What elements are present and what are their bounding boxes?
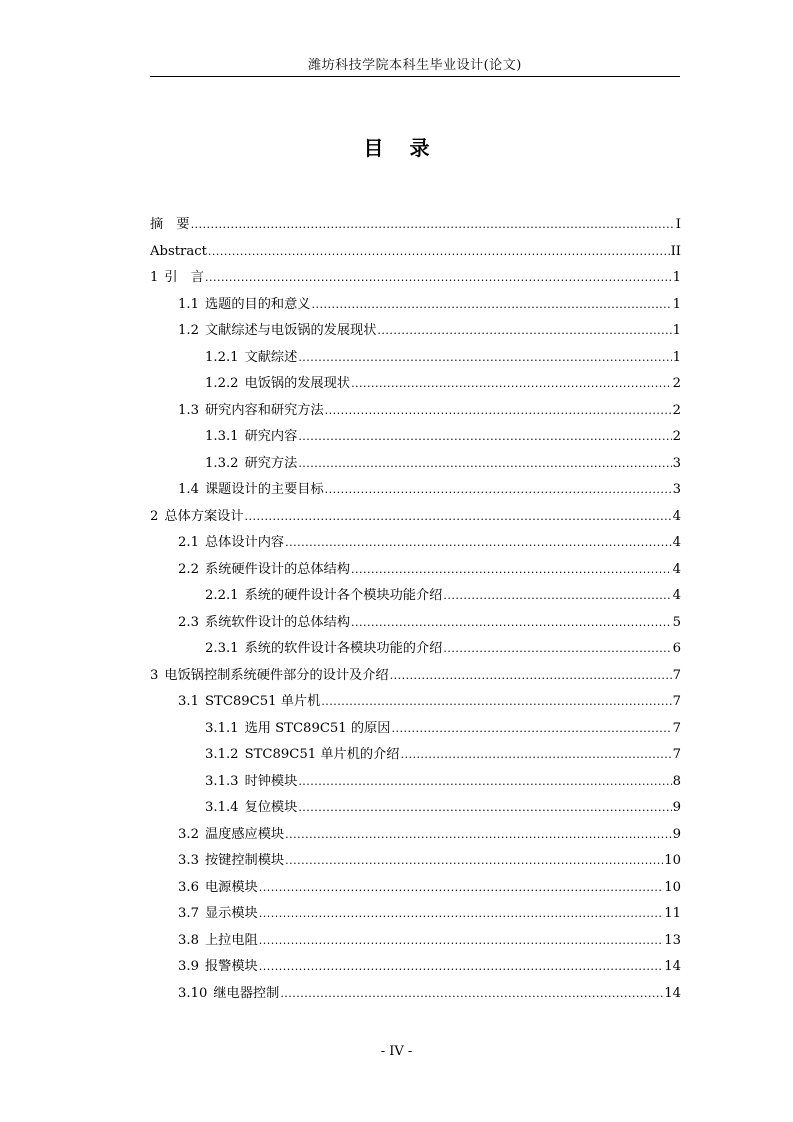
toc-dot-leader [390,663,672,690]
toc-entry-page: 10 [664,879,681,895]
toc-dot-leader [443,636,671,663]
toc-entry-number: 1.3.2 [205,455,239,471]
toc-entry-page: 5 [672,614,681,630]
toc-entry-number: 2.3 [178,614,199,630]
toc-entry-number: 3.8 [178,932,199,948]
toc-entry-page: 4 [672,535,681,550]
toc-dot-leader [205,265,672,292]
toc-entry-page: 4 [672,588,681,603]
toc-entry-page: 2 [672,429,681,444]
toc-entry[interactable] [150,636,681,663]
toc-entry-label: 引 言 [164,270,204,285]
toc-entry-page: 14 [664,985,681,1001]
toc-dot-leader [298,795,671,822]
toc-entry-number: 3.6 [178,879,199,895]
toc-entry-label: 系统软件设计的总体结构 [204,614,351,630]
toc-entry-number: 1 [150,270,159,285]
toc-dot-leader [285,822,672,849]
toc-entry-label: 系统的软件设计各模块功能的介绍 [244,641,443,656]
toc-dot-leader [443,583,671,610]
toc-entry-number: 3.1.2 [205,747,239,762]
toc-entry-page: 2 [672,376,681,391]
running-header: 潍坊科技学院本科生毕业设计(论文) [308,58,522,73]
toc-dot-leader [259,875,663,902]
toc-entry-page: 6 [672,641,681,656]
toc-entry[interactable] [150,398,681,425]
toc-entry[interactable] [150,504,681,531]
toc-entry[interactable] [150,901,681,928]
toc-entry-number: 1.3.1 [205,429,239,444]
toc-dot-leader [298,424,671,451]
toc-entry-page: 1 [672,270,681,285]
toc-entry-page: 8 [672,773,681,789]
toc-dot-leader [280,981,663,1008]
toc-entry-number: 2.2.1 [205,588,239,603]
toc-entry-label: 复位模块 [244,800,298,815]
toc-entry[interactable] [150,981,681,1008]
toc-entry-page: 14 [664,959,681,974]
toc-title-char-1: 目 [363,136,384,160]
toc-entry-page: I [675,217,681,232]
toc-entry-label: 温度感应模块 [204,826,285,842]
toc-entry-label: 总体设计内容 [204,535,285,550]
toc-entry[interactable] [150,716,681,743]
toc-entry-label: 显示模块 [204,906,258,921]
toc-entry-label: 电源模块 [204,879,258,895]
toc-entry-number: 1.3 [178,402,199,418]
toc-entry-label: 电饭锅的发展现状 [244,376,351,391]
toc-entry-label: 上拉电阻 [204,932,258,948]
toc-entry-number: 3.1.4 [205,800,239,815]
toc-entry-number: 3.1.1 [205,720,239,736]
toc-entry-page: 4 [672,508,681,524]
toc-entry[interactable] [150,212,681,239]
toc-dot-leader [191,212,675,239]
toc-dot-leader [351,610,672,637]
toc-entry-number: 1.2.2 [205,376,239,391]
header-rule [150,76,680,77]
toc-entry[interactable] [150,610,681,637]
toc-entry-page: 11 [664,906,681,921]
toc-entry[interactable] [150,875,681,902]
toc-dot-leader [391,716,671,743]
toc-dot-leader [377,318,671,345]
toc-entry[interactable] [150,292,681,319]
toc-entry-number: 2.3.1 [205,641,239,656]
toc-entry[interactable] [150,530,681,557]
toc-entry-label: 系统硬件设计的总体结构 [204,561,351,577]
toc-entry-label: 摘 要 [150,217,190,232]
toc-entry-label: 研究内容和研究方法 [204,402,324,418]
toc-entry-label: 时钟模块 [244,773,298,789]
toc-entry[interactable] [150,265,681,292]
toc-entry[interactable] [150,769,681,796]
toc-dot-leader [298,451,671,478]
toc-entry-label: 文献综述 [244,349,298,365]
toc-entry-page: 1 [672,349,681,365]
toc-entry-page: 10 [664,853,681,868]
toc-entry-number: 3.2 [178,826,199,842]
toc-entry-number: 3.7 [178,906,199,921]
toc-entry-label: 研究内容 [244,429,298,444]
toc-dot-leader [325,477,672,504]
toc-entry[interactable] [150,928,681,955]
toc-entry-label: 文献综述与电饭锅的发展现状 [204,323,377,338]
toc-entry[interactable] [150,451,681,478]
toc-entry-page: 4 [672,561,681,577]
toc-entry[interactable] [150,742,681,769]
table-of-contents [150,212,681,1007]
toc-entry-page: 7 [672,667,681,683]
toc-dot-leader [351,557,672,584]
toc-entry-page: 2 [672,402,681,418]
toc-dot-leader [285,530,672,557]
toc-entry-label: 课题设计的主要目标 [204,482,324,497]
toc-entry-number: 2 [150,508,159,524]
toc-dot-leader [259,954,663,981]
toc-entry-label: 研究方法 [244,455,298,471]
toc-entry-number: 3.1 [178,694,199,709]
toc-dot-leader [325,398,672,425]
toc-entry-number: 1.1 [178,296,199,312]
toc-entry-number: 3.10 [178,985,208,1001]
toc-entry[interactable] [150,822,681,849]
toc-entry-page: 1 [672,296,681,312]
toc-entry-page: 9 [672,800,681,815]
toc-entry-number: 3.9 [178,959,199,974]
toc-entry-number: 1.2 [178,323,199,338]
toc-entry-label: 选用 STC89C51 的原因 [244,720,391,736]
toc-entry[interactable] [150,371,681,398]
toc-entry[interactable] [150,477,681,504]
toc-entry-number: 1.4 [178,482,199,497]
toc-entry-number: 1.2.1 [205,349,239,365]
toc-entry-page: 1 [672,323,681,338]
toc-title [0,134,793,162]
toc-dot-leader [285,848,663,875]
toc-entry-label: 电饭锅控制系统硬件部分的设计及介绍 [164,667,389,683]
toc-entry-page: 7 [672,720,681,736]
toc-entry[interactable] [150,663,681,690]
toc-dot-leader [400,742,671,769]
toc-title-char-2: 录 [409,136,430,160]
page-number: - IV - [380,1044,413,1059]
toc-entry-page: 7 [672,747,681,762]
toc-entry-label: 系统的硬件设计各个模块功能介绍 [244,588,443,603]
toc-entry[interactable] [150,557,681,584]
toc-entry-label: 报警模块 [204,959,258,974]
toc-entry-label: STC89C51 单片机 [204,694,321,709]
toc-entry-number: 2.1 [178,535,199,550]
toc-entry-page: 3 [672,482,681,497]
toc-entry-label: 选题的目的和意义 [204,296,311,312]
toc-entry-number: 2.2 [178,561,199,577]
toc-entry-label: STC89C51 单片机的介绍 [244,747,400,762]
toc-dot-leader [298,345,671,372]
toc-entry[interactable] [150,848,681,875]
toc-entry[interactable] [150,689,681,716]
toc-entry[interactable] [150,239,681,266]
toc-entry[interactable] [150,318,681,345]
toc-entry-label: 继电器控制 [213,985,280,1001]
toc-entry-number: 3.1.3 [205,773,239,789]
toc-dot-leader [321,689,671,716]
toc-entry-page: 3 [672,455,681,471]
toc-dot-leader [311,292,671,319]
toc-entry[interactable] [150,795,681,822]
toc-entry-page: 9 [672,826,681,842]
toc-entry-page: II [670,243,681,259]
toc-entry[interactable] [150,424,681,451]
toc-entry-number: 3 [150,667,159,683]
toc-dot-leader [298,769,671,796]
toc-entry[interactable] [150,345,681,372]
toc-entry-page: 13 [664,932,681,948]
toc-dot-leader [245,504,672,531]
toc-entry-label: 总体方案设计 [164,508,244,524]
toc-dot-leader [208,239,670,266]
toc-entry-label: 按键控制模块 [204,853,285,868]
toc-entry-label: Abstract [150,243,207,259]
toc-entry[interactable] [150,583,681,610]
toc-entry[interactable] [150,954,681,981]
toc-dot-leader [259,901,663,928]
toc-entry-number: 3.3 [178,853,199,868]
toc-dot-leader [259,928,663,955]
toc-entry-page: 7 [672,694,681,709]
toc-dot-leader [351,371,672,398]
